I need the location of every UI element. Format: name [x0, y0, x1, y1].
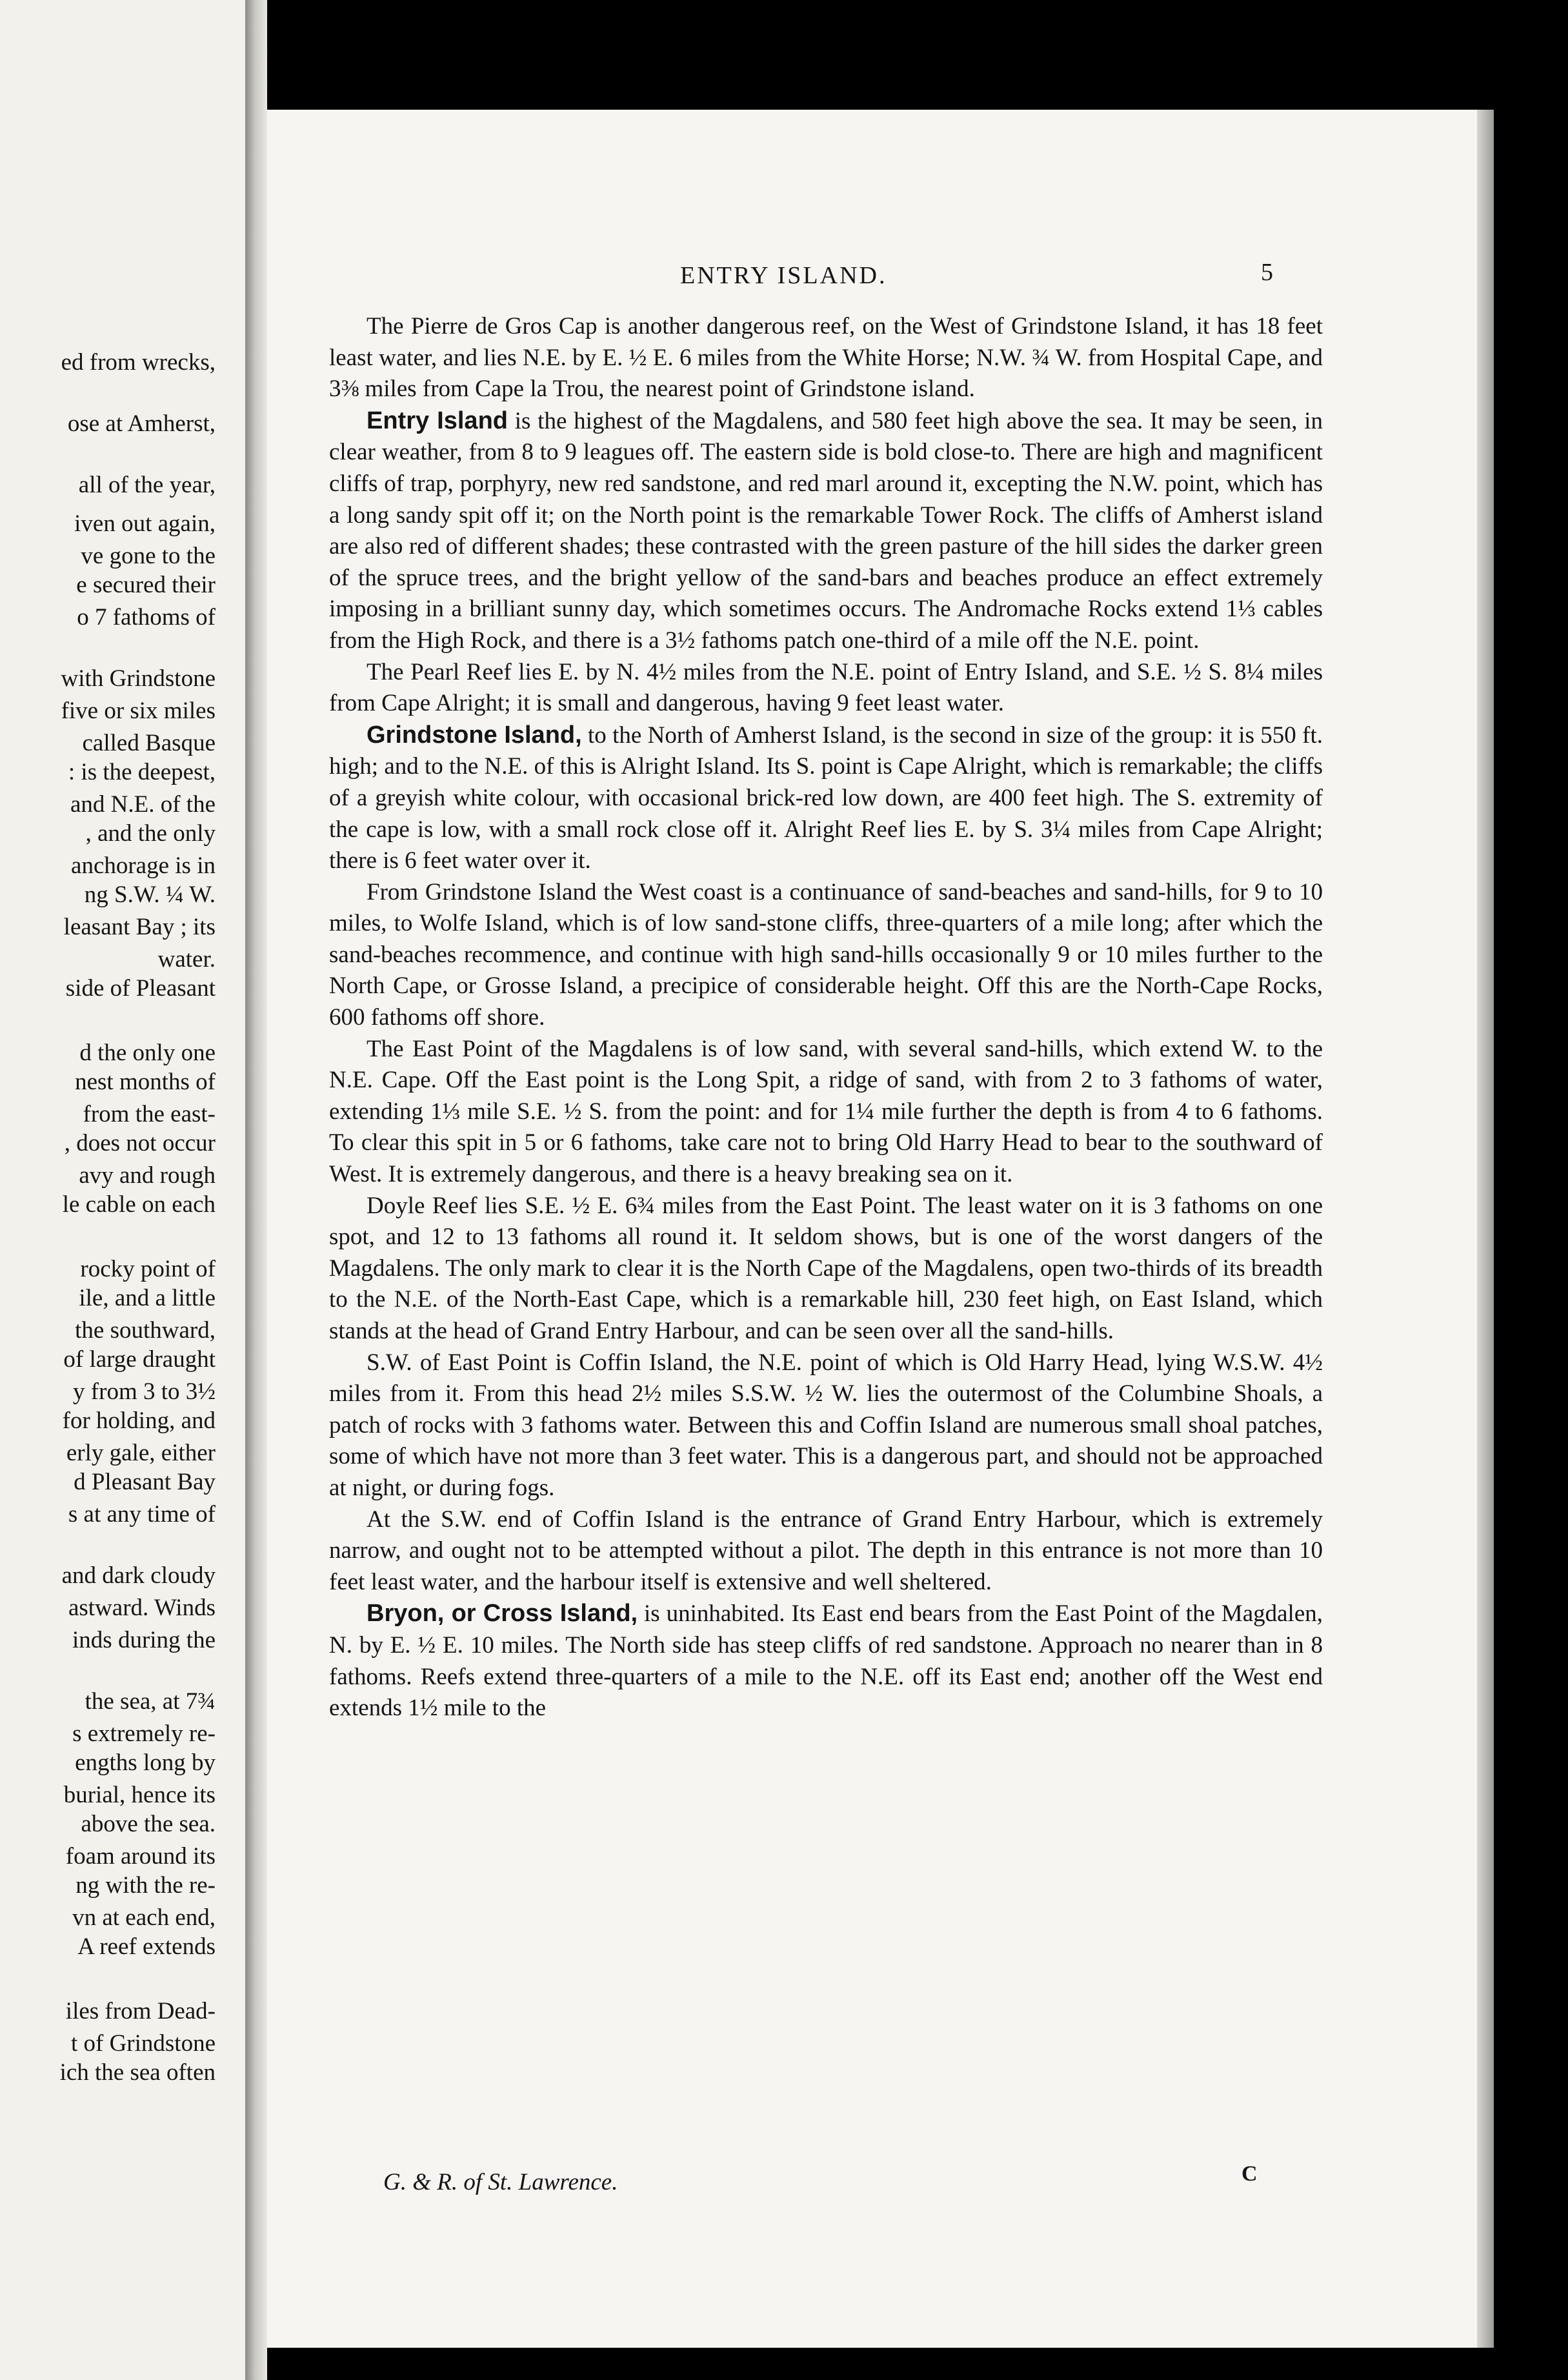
paragraph: [329, 1598, 1323, 1724]
left-page-line: ve gone to the: [81, 543, 216, 569]
paragraph: [329, 405, 1323, 657]
page-edge: [1477, 110, 1494, 2348]
right-page: [267, 110, 1477, 2348]
left-page-line: avy and rough: [79, 1162, 216, 1189]
left-page-line: erly gale, either: [66, 1440, 216, 1466]
paragraph-body: is the highest of the Magdalens, and 580 feet high above the sea. It may be seen, in clear weather, from 8 to 9 leagues off. The eastern side is bold close-to. There are high and magnificent cliffs of trap, porphyry, new red sandstone, and red marl around it, excepting the N.W. point, which has a long sandy spit off it; on the North point is the remarkable Tower Rock. The cliffs of Amherst island are also red of different shades; these contrasted with the green pasture of the hill sides the darker green of the spruce trees, and the bright yellow of the sand-bars and beaches produce an effect extremely imposing in a brilliant sunny day, which sometimes occurs. The Andromache Rocks extend 1⅓ cables from the High Rock, and there is a 3½ fathoms patch one-third of a mile off the N.E. point.: [329, 407, 1323, 654]
left-page-line: five or six miles: [61, 698, 216, 724]
left-page-line: ile, and a little: [79, 1285, 216, 1311]
left-page-line: of large draught: [63, 1346, 216, 1373]
left-page-line: and dark cloudy: [61, 1562, 216, 1589]
left-page-line: rocky point of: [80, 1256, 216, 1282]
book-gutter: [245, 0, 267, 2380]
paragraph: Doyle Reef lies S.E. ½ E. 6¾ miles from the East Point. The least water on it is 3 fathoms on one spot, and 12 to 13 fathoms all round it. It seldom shows, but is one of the worst dangers of the Magdalens. The only mark to clear it is the North Cape of the Magdalens, open two-thirds of its breadth to the N.E. of the North-East Cape, which is a remarkable hill, 230 feet high, on East Island, which stands at the head of Grand Entry Harbour, and can be seen over all the sand-hills.: [329, 1192, 1323, 1344]
left-page-line: d Pleasant Bay: [74, 1469, 216, 1495]
paragraph-body: to the North of Amherst Island, is the second in size of the group: it is 550 ft. high; and to the N.E. of this is Alright Island. Its S. point is Cape Alright, which is remarkable; the cliffs of a greyish white colour, with occasional brick-red low down, are 400 feet high. The S. extremity of the cape is low, with a small rock close off it. Alright Reef lies E. by S. 3¼ miles from Cape Alright; there is 6 feet water over it.: [329, 721, 1323, 874]
left-page-line: : is the deepest,: [68, 759, 216, 785]
footer-title: G. & R. of St. Lawrence.: [383, 2169, 618, 2195]
paragraph: The Pierre de Gros Cap is another dangerous reef, on the West of Grindstone Island, it has 18 feet least water, and lies N.E. by E. ½ E. 6 miles from the White Horse; N.W. ¾ W. from Hospital Cape, and 3⅜ miles from Cape la Trou, the nearest point of Grindstone island.: [329, 313, 1323, 403]
left-page-line: for holding, and: [62, 1407, 216, 1434]
left-page-line: s extremely re-: [72, 1720, 216, 1747]
left-page-line: ed from wrecks,: [61, 349, 216, 376]
left-page-line: inds during the: [72, 1627, 216, 1653]
left-page-line: vn at each end,: [72, 1904, 216, 1931]
left-page-line: ng S.W. ¼ W.: [84, 882, 216, 908]
left-page-line: anchorage is in: [71, 852, 216, 879]
paragraph-lead: Grindstone Island,: [367, 721, 582, 749]
left-page-line: y from 3 to 3½: [73, 1378, 216, 1405]
left-page-line: iles from Dead-: [65, 1998, 216, 2024]
left-page-line: side of Pleasant: [65, 975, 216, 1002]
left-page-line: d the only one: [79, 1040, 216, 1066]
signature-mark: C: [1241, 2162, 1258, 2186]
left-page-line: e secured their: [76, 572, 216, 598]
paragraph-lead: Bryon, or Cross Island,: [367, 1600, 638, 1628]
left-page-line: all of the year,: [78, 472, 216, 498]
left-page-line: s at any time of: [68, 1501, 216, 1528]
left-page-line: from the east-: [83, 1101, 216, 1127]
paragraph: The East Point of the Magdalens is of low sand, with several sand-hills, which extend W. to the N.E. Cape. Off the East point is the Long Spit, a ridge of sand, with from 2 to 3 fathoms of water, extending 1⅓ mile S.E. ½ S. from the point: and for 1¼ mile further the depth is from 4 to 6 fathoms. To clear this spit in 5 or 6 fathoms, take care not to bring Old Harry Head to bear to the southward of West. It is extremely dangerous, and there is a heavy breaking sea on it.: [329, 1035, 1323, 1188]
left-page-line: burial, hence its: [63, 1782, 216, 1808]
left-page-line: t of Grindstone: [70, 2030, 216, 2057]
left-page-line: A reef extends: [77, 1933, 216, 1960]
paragraph-lead: Entry Island: [367, 407, 508, 434]
paragraph: The Pearl Reef lies E. by N. 4½ miles from the N.E. point of Entry Island, and S.E. ½ S. 8¼ miles from Cape Alright; it is small and dangerous, having 9 feet least water.: [329, 658, 1323, 717]
left-page-line: the sea, at 7¾: [85, 1688, 216, 1715]
paragraph-body: is uninhabited. Its East end bears from the East Point of the Magdalen, N. by E. ½ E. 10 miles. The North side has steep cliffs of red sandstone. Approach no nearer than in 8 fathoms. Reefs extend three-quarters of a mile to the N.E. off its East end; another off the West end extends 1½ mile to the: [329, 1600, 1323, 1722]
paragraph: S.W. of East Point is Coffin Island, the N.E. point of which is Old Harry Head, lying W.S.W. 4½ miles from it. From this head 2½ miles S.S.W. ½ W. lies the outermost of the Columbine Shoals, a patch of rocks with 3 fathoms water. Between this and Coffin Island are numerous small shoal patches, some of which have not more than 3 feet water. This is a dangerous part, and should not be approached at night, or during fogs.: [329, 1349, 1323, 1501]
left-page-line: nest months of: [75, 1069, 216, 1095]
left-page-line: , does not occur: [64, 1130, 216, 1156]
left-page-line: le cable on each: [62, 1191, 216, 1218]
paragraph: From Grindstone Island the West coast is a continuance of sand-beaches and sand-hills, for 9 to 10 miles, to Wolfe Island, which is of low sand-stone cliffs, three-quarters of a mile long; after which the sand-beaches recommence, and continue with high sand-hills occasionally 9 or 10 miles further to the North Cape, or Grosse Island, a precipice of considerable height. Off this are the North-Cape Rocks, 600 fathoms off shore.: [329, 878, 1323, 1031]
left-page-line: , and the only: [85, 820, 216, 847]
left-page-line: ose at Amherst,: [67, 410, 216, 437]
left-page-line: ng with the re-: [75, 1872, 216, 1899]
paragraph: [329, 720, 1323, 877]
left-page-line: engths long by: [75, 1750, 216, 1776]
left-page-line: water.: [157, 946, 216, 973]
left-page-line: above the sea.: [81, 1811, 216, 1837]
body-text: [329, 311, 1323, 1724]
paragraph: At the S.W. end of Coffin Island is the entrance of Grand Entry Harbour, which is extremely narrow, and ought not to be attempted without a pilot. The depth in this entrance is not more than 10 feet least water, and the harbour itself is extensive and well sheltered.: [329, 1506, 1323, 1595]
left-page-line: called Basque: [82, 730, 216, 756]
left-page-line: with Grindstone: [61, 665, 216, 692]
left-page-line: o 7 fathoms of: [77, 604, 216, 630]
left-page-line: the southward,: [75, 1317, 216, 1344]
left-page: [0, 0, 245, 2380]
left-page-line: iven out again,: [74, 510, 216, 537]
left-page-line: ich the sea often: [59, 2059, 216, 2086]
left-page-line: leasant Bay ; its: [63, 914, 216, 940]
left-page-line: astward. Winds: [68, 1595, 216, 1621]
left-page-line: foam around its: [65, 1843, 216, 1870]
running-header: ENTRY ISLAND.: [680, 262, 887, 289]
page-number: 5: [1261, 259, 1273, 286]
left-page-line: and N.E. of the: [70, 791, 216, 818]
